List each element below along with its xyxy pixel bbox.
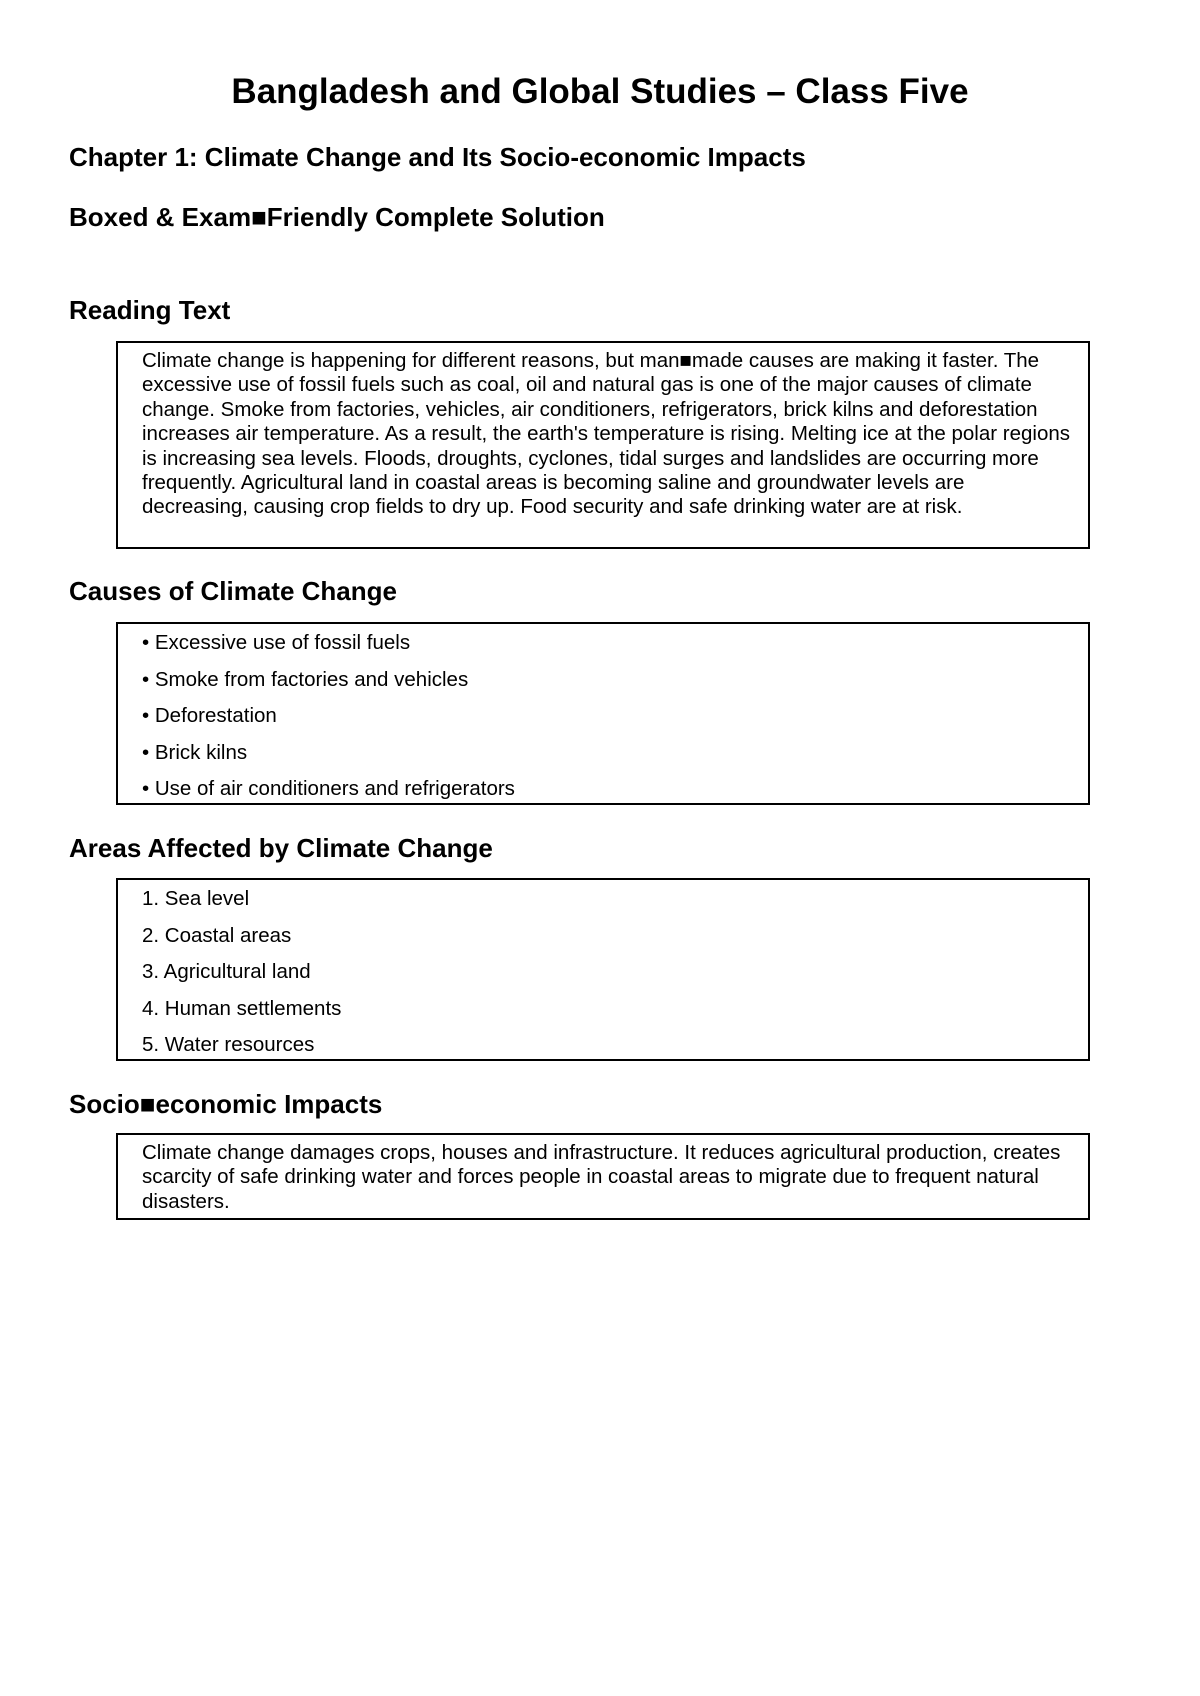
reading-text-box bbox=[116, 341, 1090, 549]
reading-text-body: Climate change is happening for different reasons, but man■made causes are making it faster. The excessive use of fossil fuels such as coal, oil and natural gas is one of the major causes of climate change. Smoke from factories, vehicles, air conditioners, refrigerators, brick kilns and deforestation increases air temperature. As a result, the earth's temperature is rising. Melting ice at the polar regions is increasing sea levels. Floods, droughts, cyclones, tidal surges and landslides are occurring more frequently. Agricultural land in coastal areas is becoming saline and groundwater levels are decreasing, causing crop fields to dry up. Food security and safe drinking water are at risk. bbox=[142, 349, 1070, 519]
chapter-heading: Chapter 1: Climate Change and Its Socio-economic Impacts bbox=[69, 142, 806, 172]
list-item: • Excessive use of fossil fuels bbox=[142, 631, 411, 654]
page-title: Bangladesh and Global Studies – Class Five bbox=[231, 72, 969, 111]
list-item: • Deforestation bbox=[142, 704, 277, 727]
list-item: 4. Human settlements bbox=[142, 996, 342, 1020]
areas-affected-box bbox=[116, 878, 1090, 1061]
solution-subtitle: Boxed & Exam■Friendly Complete Solution bbox=[69, 202, 605, 232]
list-item: • Brick kilns bbox=[142, 740, 248, 764]
socio-economic-body: Climate change damages crops, houses and infrastructure. It reduces agricultural production, creates scarcity of safe drinking water and forces people in coastal areas to migrate due to frequent natural disasters. bbox=[142, 1141, 1061, 1213]
list-item: 5. Water resources bbox=[142, 1033, 315, 1056]
list-item: 1. Sea level bbox=[142, 887, 250, 910]
list-item: 2. Coastal areas bbox=[142, 923, 292, 947]
causes-list bbox=[142, 628, 1070, 811]
causes-box bbox=[116, 622, 1090, 805]
causes-heading: Causes of Climate Change bbox=[69, 576, 397, 606]
list-item: • Smoke from factories and vehicles bbox=[142, 667, 469, 691]
list-item: • Use of air conditioners and refrigerators bbox=[142, 777, 515, 800]
areas-affected-heading: Areas Affected by Climate Change bbox=[69, 833, 493, 863]
socio-economic-box bbox=[116, 1133, 1090, 1220]
reading-text-heading: Reading Text bbox=[69, 295, 231, 325]
areas-affected-list bbox=[142, 884, 1070, 1067]
list-item: 3. Agricultural land bbox=[142, 960, 311, 983]
socio-economic-heading: Socio■economic Impacts bbox=[69, 1089, 383, 1119]
